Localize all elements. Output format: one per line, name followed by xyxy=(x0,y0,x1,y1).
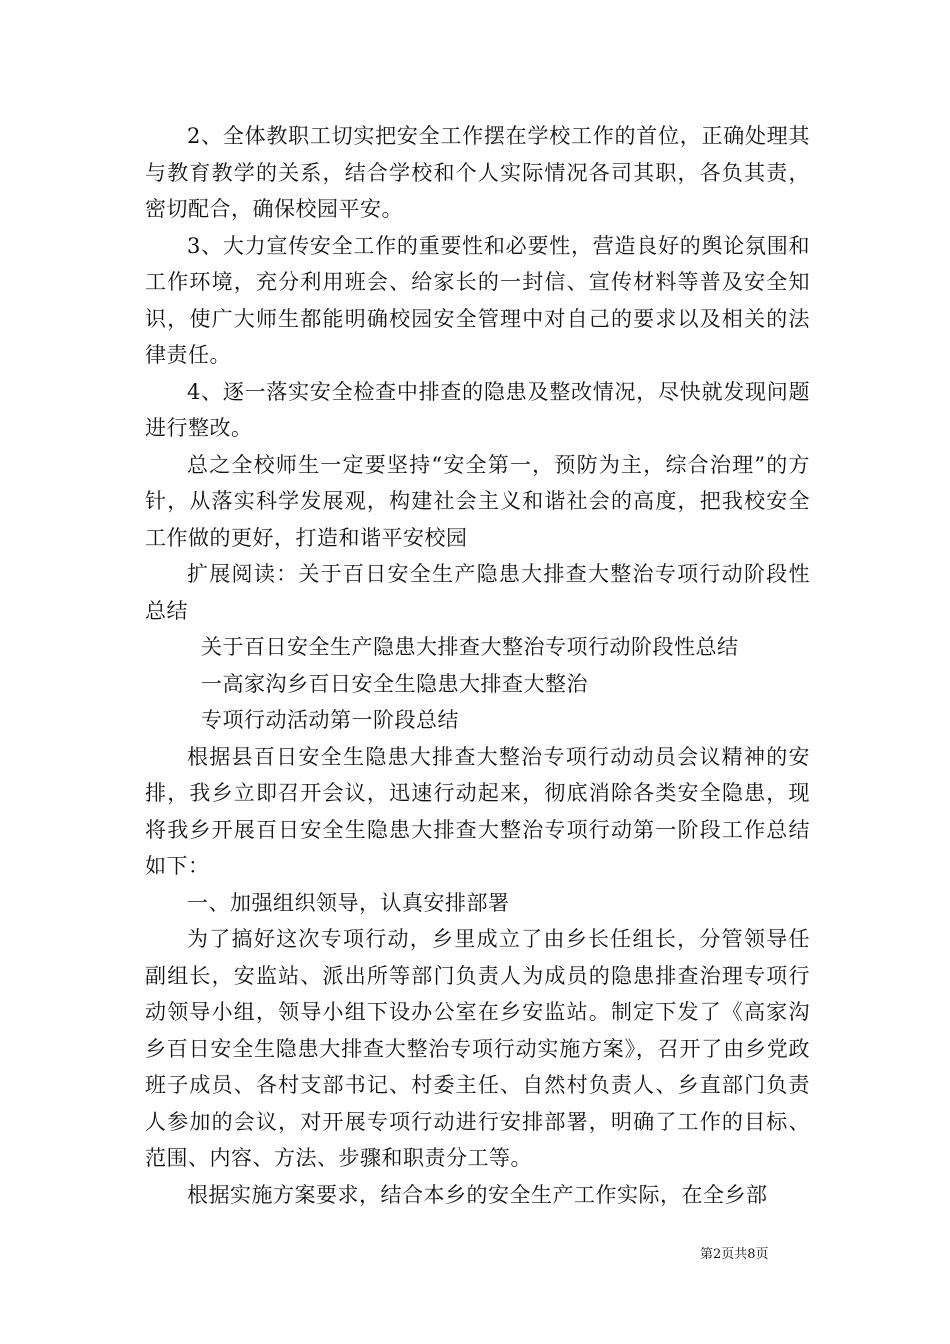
paragraph-item-4: 4、逐一落实安全检查中排查的隐患及整改情况，尽快就发现问题进行整改。 xyxy=(145,379,810,440)
section-heading-1: 一、加强组织领导，认真安排部署 xyxy=(187,890,510,915)
paragraph-implementation: 根据实施方案要求，结合本乡的安全生产工作实际，在全乡部 xyxy=(187,1182,768,1207)
paragraph-item-3: 3、大力宣传安全工作的重要性和必要性，营造良好的舆论氛围和工作环境，充分利用班会、给家长的一封信、宣传材料等普及安全知识，使广大师生都能明确校园安全管理中对自己的要求以及相关的法律责任。 xyxy=(145,233,810,367)
paragraph-item-2: 2、全体教职工切实把安全工作摆在学校工作的首位，正确处理其与教育教学的关系，结合学校和个人实际情况各司其职，各负其责，密切配合，确保校园平安。 xyxy=(145,124,810,221)
article-subtitle-line-2: 专项行动活动第一阶段总结 xyxy=(201,708,459,732)
page-number: 第2页共8页 xyxy=(700,1247,769,1262)
paragraph-intro: 根据县百日安全生隐患大排查大整治专项行动动员会议精神的安排，我乡立即召开会议，迅速行动起来，彻底消除各类安全隐患，现将我乡开展百日安全生隐患大排查大整治专项行动第一阶段工作总结如下： xyxy=(145,744,810,878)
paragraph-extended-reading: 扩展阅读：关于百日安全生产隐患大排查大整治专项行动阶段性总结 xyxy=(145,562,810,623)
document-body xyxy=(145,118,810,1213)
paragraph-organization: 为了搞好这次专项行动，乡里成立了由乡长任组长，分管领导任副组长，安监站、派出所等部门负责人为成员的隐患排查治理专项行动领导小组，领导小组下设办公室在乡安监站。制定下发了《高家沟乡百日安全生隐患大排查大整治专项行动实施方案》，召开了由乡党政班子成员、各村支部书记、村委主任、自然村负责人、乡直部门负责人参加的会议，对开展专项行动进行安排部署，明确了工作的目标、范围、内容、方法、步骤和职责分工等。 xyxy=(145,927,810,1170)
article-title: 关于百日安全生产隐患大排查大整治专项行动阶段性总结 xyxy=(201,635,739,659)
paragraph-conclusion: 总之全校师生一定要坚持“安全第一，预防为主，综合治理”的方针，从落实科学发展观，构建社会主义和谐社会的高度，把我校安全工作做的更好，打造和谐平安校园 xyxy=(145,452,810,550)
article-subtitle-line-1: 一高家沟乡百日安全生隐患大排查大整治 xyxy=(201,671,588,696)
